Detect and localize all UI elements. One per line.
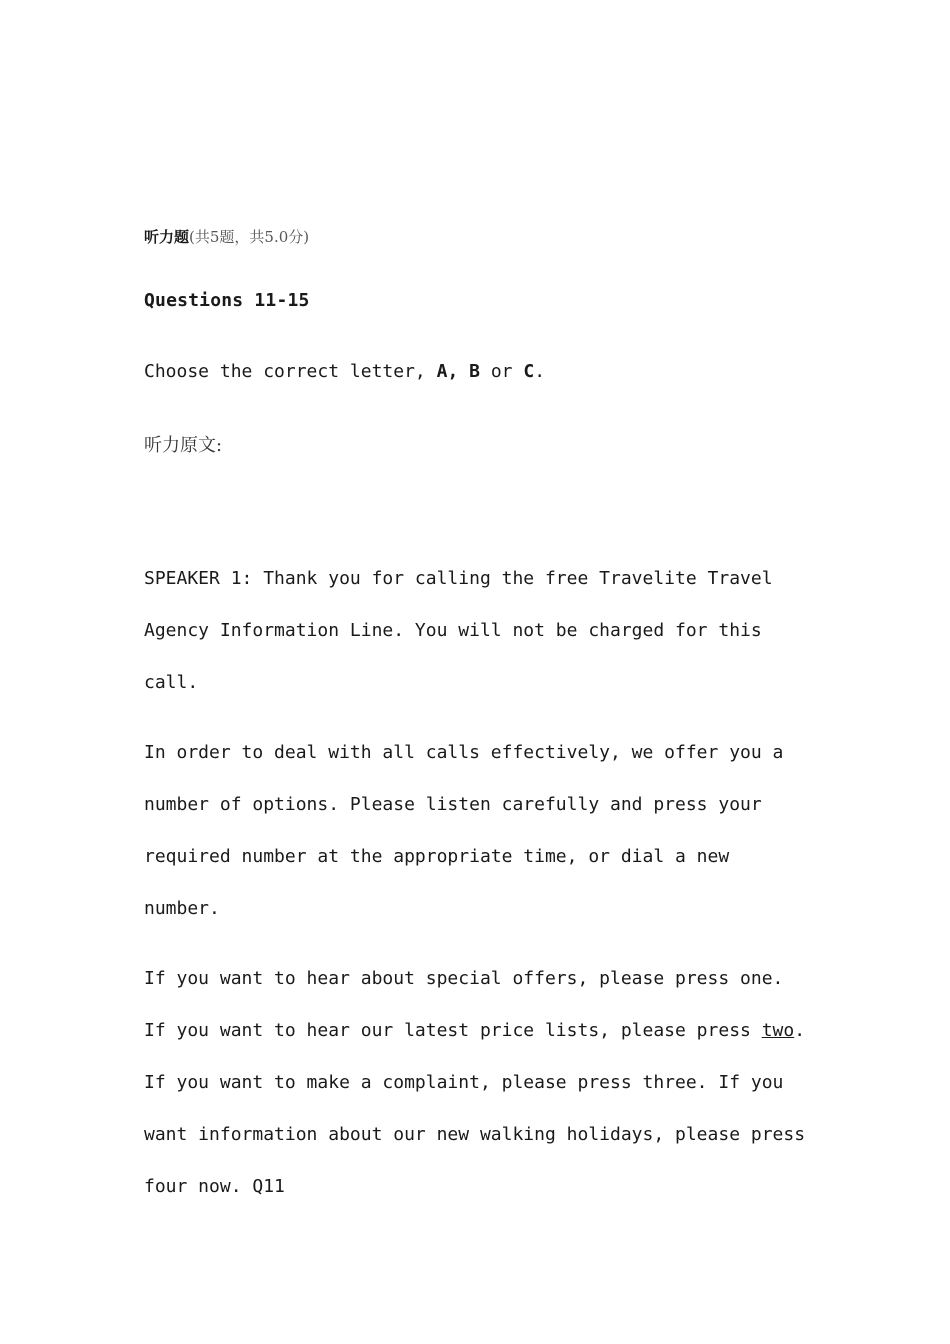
questions-title: Questions 11-15 <box>144 290 310 311</box>
paragraph-line: want information about our new walking holidays, please press <box>144 1124 806 1145</box>
instruction <box>144 361 545 382</box>
paragraph-line: SPEAKER 1: Thank you for calling the free Travelite Travel <box>144 568 773 589</box>
line-text-before: If you want to hear our latest price lists, please press <box>144 1020 762 1041</box>
underlined-answer: two <box>761 1020 795 1041</box>
paragraph-line: number of options. Please listen carefully and press your <box>144 794 762 815</box>
transcript-label: 听力原文: <box>144 435 223 456</box>
option-b: B <box>469 361 480 382</box>
paragraph-line: Agency Information Line. You will not be charged for this <box>144 620 762 641</box>
line-text-after: . <box>794 1020 806 1041</box>
paragraph-line: If you want to hear about special offers, please press one. <box>144 968 784 989</box>
instruction-conjunction: or <box>490 361 513 382</box>
paragraph-line: call. <box>144 672 199 693</box>
paragraph-line: If you want to make a complaint, please press three. If you <box>144 1072 784 1093</box>
paragraph-line <box>144 1018 824 1070</box>
transcript-paragraph-1 <box>144 566 824 722</box>
section-title: 听力题 <box>144 228 190 246</box>
paragraph-line: required number at the appropriate time, or dial a new <box>144 846 730 867</box>
section-header <box>144 226 309 247</box>
instruction-suffix: . <box>534 361 546 382</box>
transcript-paragraph-3 <box>144 966 824 1226</box>
paragraph-line: In order to deal with all calls effectively, we offer you a <box>144 742 784 763</box>
paragraph-line: number. <box>144 898 220 919</box>
paragraph-line: four now. Q11 <box>144 1176 285 1197</box>
instruction-prefix: Choose the correct letter, <box>144 361 437 382</box>
transcript-paragraph-2 <box>144 740 824 948</box>
option-c: C <box>523 361 535 382</box>
section-meta: (共5题，共5.0分) <box>189 228 310 246</box>
option-a: A, <box>436 361 459 382</box>
